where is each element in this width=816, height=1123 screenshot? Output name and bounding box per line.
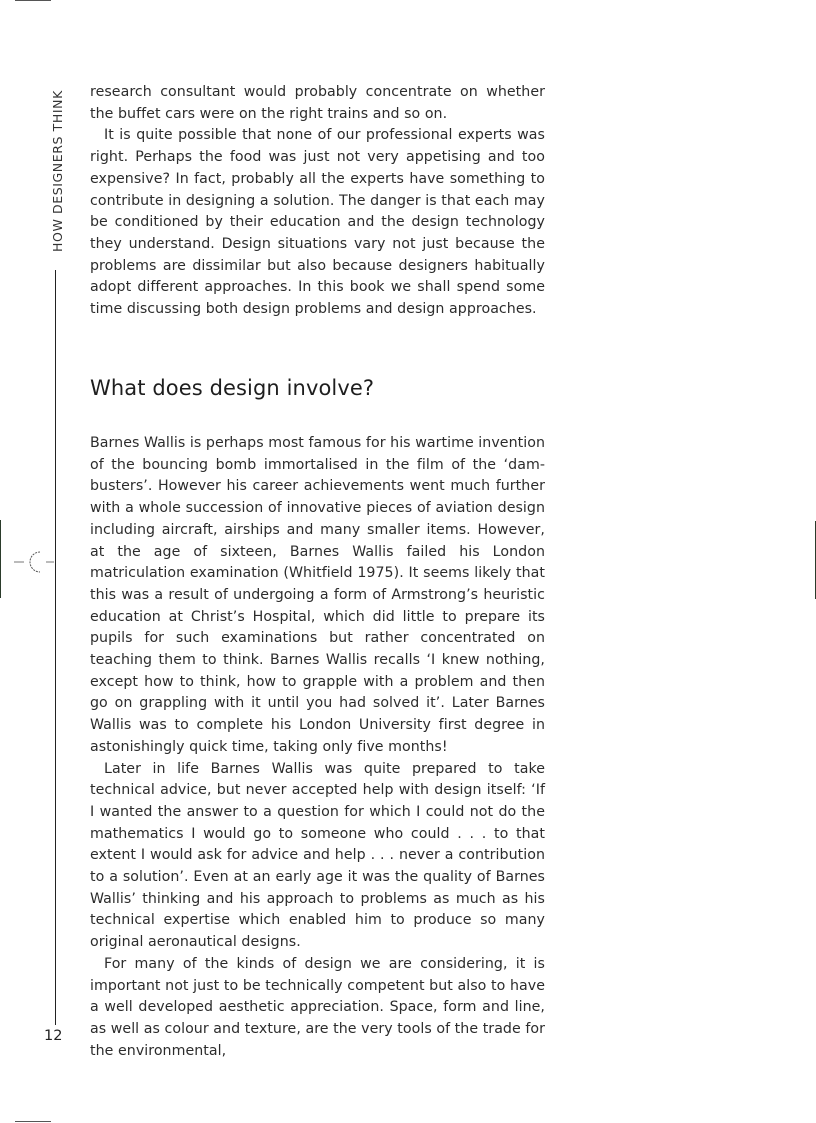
crop-mark-top	[15, 0, 51, 1]
paragraph: Barnes Wallis is perhaps most famous for his wartime invention of the bouncing bomb immortalised in the film of the ‘dam-busters’. However his career achievements went much further with a whole succession of innovative pieces of aviation design including aircraft, airships and many smaller items. However, at the age of sixteen, Barnes Wallis failed his London matriculation examination (Whitfield 1975). It seems likely that this was a result of undergoing a form of Armstrong’s heuristic education at Christ’s Hospital, which did little to prepare its pupils for such examinations but rather concentrated on teaching them to think. Barnes Wallis recalls ‘I knew nothing, except how to think, how to grapple with a problem and then go on grappling with it until you had solved it’. Later Barnes Wallis was to complete his London University first degree in astonishingly quick time, taking only five months!	[90, 435, 545, 755]
running-head: HOW DESIGNERS THINK	[50, 90, 65, 252]
registration-mark-icon	[14, 548, 54, 576]
opening-text	[90, 82, 545, 321]
edge-bar-left	[0, 520, 1, 598]
paragraph: Later in life Barnes Wallis was quite prepared to take technical advice, but never accepted help with design itself: ‘If I wanted the answer to a question for which I could not do the mathematics I would go to someone who could . . . to that extent I would ask for advice and help . . . never a contribution to a solution’. Even at an early age it was the quality of Barnes Wallis’ thinking and his approach to problems as much as his technical expertise which enabled him to produce so many original aeronautical designs.	[90, 760, 545, 951]
margin-rule	[55, 270, 56, 1025]
paragraph: research consultant would probably concentrate on whether the buffet cars were on the right trains and so on.	[90, 84, 545, 122]
section-heading: What does design involve?	[90, 376, 375, 400]
paragraph: For many of the kinds of design we are considering, it is important not just to be technically competent but also to have a well developed aesthetic appreciation. Space, form and line, as well as colour and texture, are the very tools of the trade for the environmental,	[90, 955, 545, 1059]
crop-mark-bottom	[15, 1121, 51, 1122]
page-number: 12	[44, 1028, 63, 1044]
section-body	[90, 433, 545, 1062]
paragraph: It is quite possible that none of our professional experts was right. Perhaps the food was just not very appetising and too expensive? In fact, probably all the experts have something to contribute in designing a solution. The danger is that each may be conditioned by their education and the design technology they understand. Design situations vary not just because the problems are dissimilar but also because designers habitually adopt different approaches. In this book we shall spend some time discussing both design problems and design approaches.	[90, 127, 545, 318]
